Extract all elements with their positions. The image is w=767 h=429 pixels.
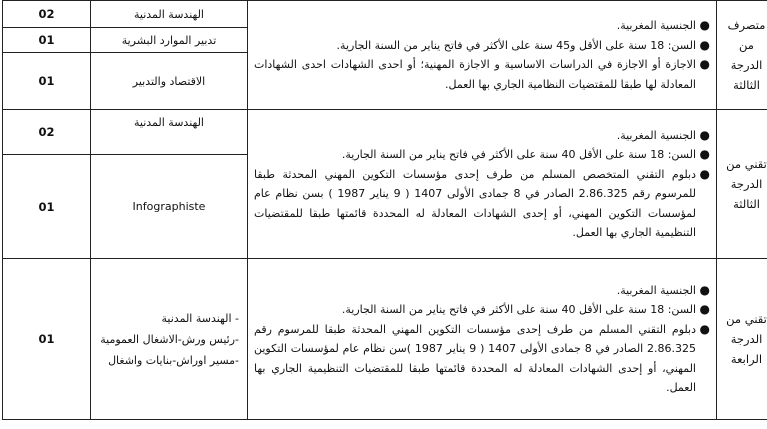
condition-item: ● السن: 18 سنة على الأقل و45 سنة على الأكثر في فاتح يناير من السنة الجارية. (336, 37, 710, 52)
grade-line: الرابعة (730, 352, 763, 366)
grade-line: الثالثة (733, 78, 760, 92)
conditions-cell-2 (248, 110, 717, 259)
grade-line: متصرف (727, 18, 766, 32)
grade-line: الدرجة (730, 332, 763, 346)
specialty-name: الهندسة المدنية (91, 1, 248, 28)
specialty-name: الاقتصاد والتدبير (91, 53, 248, 110)
conditions-cell-1 (248, 1, 717, 110)
condition-item: ● دبلوم التقني المسلم من طرف إحدى مؤسسات التكوين المهني المحدثة طبقا للمرسوم رقم 2.86.325 الصادر في 8 جمادى الأولى 1407 ( 9 يناير 1987 )سن نظام عام لمؤسسات التكوين المهني، أو إحدى الشهادات المعادلة له المحددة قائمتها طبقا للمقتضيات التنظيمية الجاري بها العمل. (254, 321, 710, 394)
positions-count: 02 (3, 1, 91, 28)
conditions-cell-3 (248, 259, 717, 420)
specialty-name: Infographiste (91, 155, 248, 259)
condition-item: ● السن: 18 سنة على الأقل 40 سنة على الأكثر في فاتح يناير من السنة الجارية. (341, 147, 710, 161)
specialty-line: -رئيس ورش-الاشغال العمومية (100, 332, 239, 346)
condition-item: ● السن: 18 سنة على الأقل 40 سنة على الأكثر في فاتح يناير من السنة الجارية. (341, 302, 710, 316)
grade-line: الدرجة (730, 58, 763, 72)
condition-item: ● الجنسية المغربية. (616, 127, 710, 142)
specialty-line: - الهندسة المدنية (161, 311, 239, 325)
condition-item: ● الجنسية المغربية. (616, 282, 710, 297)
grade-line: الثالثة (733, 197, 760, 211)
condition-item: ● دبلوم التقني المتخصص المسلم من طرف إحدى مؤسسات التكوين المهني المحدثة طبقا للمرسوم رقم 2.86.325 الصادر في 8 جمادى الأولى 1407 ( 9 يناير 1987 ) بسن نظام عام لمؤسسات التكوين المهني، أو إحدى الشهادات المعادلة له المحددة قائمتها طبقا للمقتضيات التنظيمية الجاري بها العمل. (254, 166, 710, 239)
condition-item: ● الجنسية المغربية. (616, 18, 710, 32)
positions-count: 01 (3, 155, 91, 259)
positions-count: 01 (3, 53, 91, 110)
positions-count: 02 (3, 110, 91, 155)
specialty-name: تدبير الموارد البشرية (91, 28, 248, 53)
positions-count: 01 (3, 259, 91, 420)
grade-cell-2 (717, 110, 767, 259)
positions-count: 01 (3, 28, 91, 53)
condition-item: ● الاجازة أو الاجازة في الدراسات الاساسية و الاجازة المهنية؛ أو احدى الشهادات احدى الشهادات المعادلة لها طبقا للمقتضيات النظامية الجاري بها العمل. (254, 57, 710, 91)
specialty-name: الهندسة المدنية (91, 110, 248, 155)
grade-cell-1 (717, 1, 767, 110)
grade-line: تقني من (726, 312, 767, 326)
grade-line: تقني من (726, 157, 767, 171)
grade-line: الدرجة (730, 177, 763, 191)
specialty-list-cell (91, 259, 248, 420)
grade-cell-3 (717, 259, 767, 420)
grade-line: من (739, 38, 754, 52)
recruitment-table (2, 0, 767, 420)
specialty-line: -مسير اوراش-بنايات واشغال (108, 353, 239, 367)
